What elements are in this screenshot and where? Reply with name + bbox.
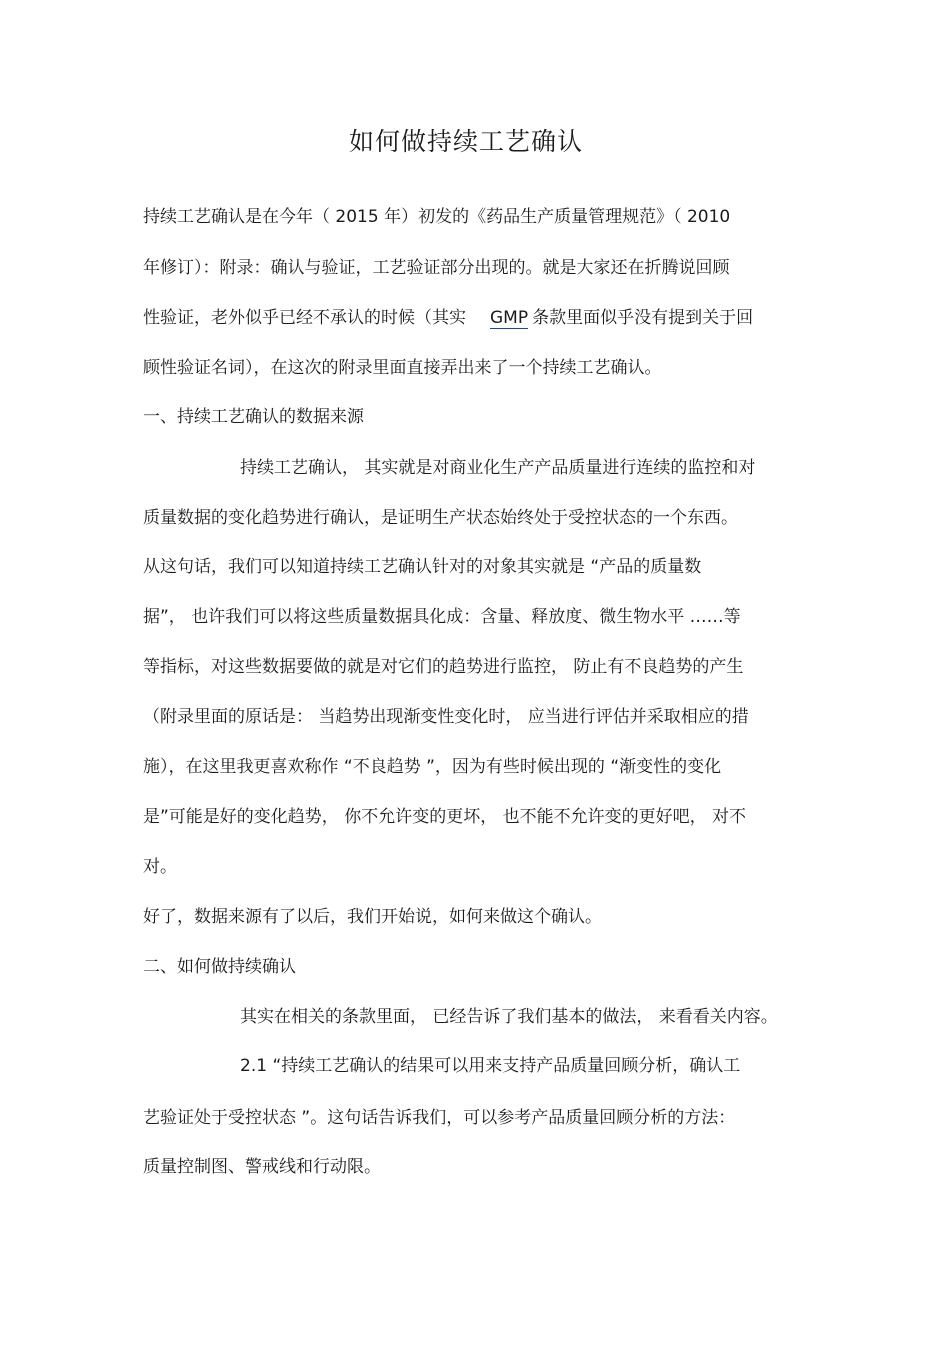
paragraph-line: 据”， 也许我们可以将这些质量数据具化成：含量、释放度、微生物水平 ……等 — [143, 607, 741, 627]
paragraph-line: 持续工艺确认是在今年（ 2015 年）初发的《药品生产质量管理规范》（ 2010 — [143, 207, 731, 227]
paragraph-line: 对。 — [143, 857, 177, 877]
paragraph-line: （附录里面的原话是： 当趋势出现渐变性变化时， 应当进行评估并采取相应的措 — [143, 707, 749, 727]
paragraph-text: 条款里面似乎没有提到关于回 — [532, 308, 754, 328]
paragraph-line: 施），在这里我更喜欢称作 “不良趋势 ”，因为有些时候出现的 “渐变性的变化 — [143, 757, 722, 777]
section-heading-2: 二、如何做持续确认 — [143, 957, 296, 977]
paragraph-line: 艺验证处于受控状态 ”。这句话告诉我们，可以参考产品质量回顾分析的方法： — [143, 1108, 736, 1128]
paragraph-line: 是”可能是好的变化趋势， 你不允许变的更坏， 也不能不允许变的更好吧， 对不 — [143, 807, 747, 827]
paragraph-text: 性验证，老外似乎已经不承认的时候（其实 — [143, 308, 466, 328]
gmp-link[interactable]: GMP — [490, 308, 529, 328]
paragraph-line: 持续工艺确认， 其实就是对商业化生产产品质量进行连续的监控和对 — [240, 458, 756, 478]
paragraph-line: 顾性验证名词），在这次的附录里面直接弄出来了一个持续工艺确认。 — [143, 358, 662, 378]
paragraph-line: 质量数据的变化趋势进行确认，是证明生产状态始终处于受控状态的一个东西。 — [143, 508, 738, 528]
document-title: 如何做持续工艺确认 — [348, 127, 583, 156]
paragraph-line-with-link — [143, 307, 753, 329]
paragraph-line: 等指标，对这些数据要做的就是对它们的趋势进行监控， 防止有不良趋势的产生 — [143, 657, 744, 677]
paragraph-line: 好了，数据来源有了以后，我们开始说，如何来做这个确认。 — [143, 907, 602, 927]
paragraph-line: 2.1 “持续工艺确认的结果可以用来支持产品质量回顾分析，确认工 — [240, 1056, 741, 1076]
paragraph-line: 年修订）：附录：确认与验证，工艺验证部分出现的。就是大家还在折腾说回顾 — [143, 258, 730, 278]
paragraph-line: 其实在相关的条款里面， 已经告诉了我们基本的做法， 来看看关内容。 — [240, 1007, 778, 1027]
section-heading-1: 一、持续工艺确认的数据来源 — [143, 407, 364, 427]
paragraph-line: 质量控制图、警戒线和行动限。 — [143, 1157, 381, 1177]
paragraph-line: 从这句话，我们可以知道持续工艺确认针对的对象其实就是 “产品的质量数 — [143, 557, 702, 577]
